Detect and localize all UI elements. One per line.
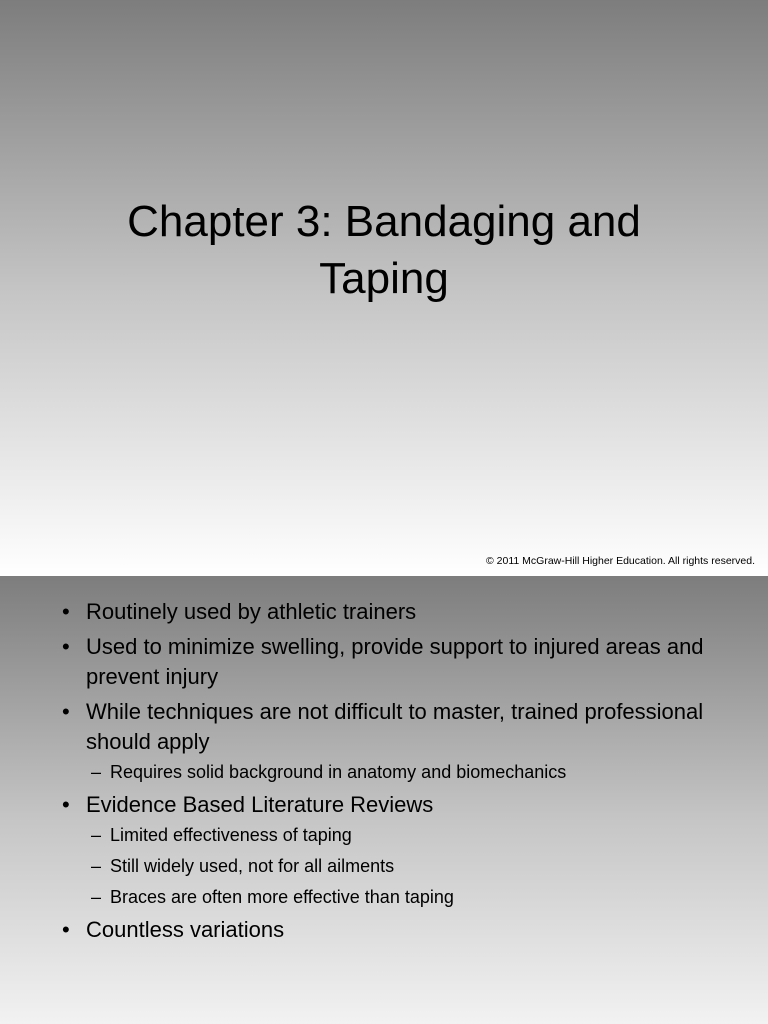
- bullet-text: Evidence Based Literature Reviews: [86, 792, 434, 817]
- bullet-text: Used to minimize swelling, provide support to injured areas and prevent injury: [86, 634, 704, 689]
- bullet-item: [0, 697, 768, 785]
- sub-bullet-text: Limited effectiveness of taping: [110, 825, 352, 845]
- bullet-item: [0, 632, 768, 692]
- sub-bullet-list: [86, 759, 738, 785]
- sub-bullet-marker: –: [91, 887, 102, 907]
- content-slide: [0, 576, 768, 1024]
- bullet-text: Countless variations: [86, 917, 285, 942]
- sub-bullet-marker: –: [91, 825, 102, 845]
- sub-bullet-item: [86, 759, 738, 785]
- bullet-text: While techniques are not difficult to master, trained professional should apply: [86, 699, 704, 754]
- bullet-marker: •: [62, 699, 70, 724]
- sub-bullet-item: [86, 822, 738, 848]
- sub-bullet-item: [86, 853, 738, 879]
- bullet-item: [0, 790, 768, 910]
- bullet-marker: •: [62, 792, 70, 817]
- bullet-text: Routinely used by athletic trainers: [86, 599, 417, 624]
- sub-bullet-text: Braces are often more effective than taping: [110, 887, 454, 907]
- slide-title: [40, 193, 728, 307]
- sub-bullet-list: [86, 822, 738, 910]
- bullet-list: [0, 597, 768, 950]
- sub-bullet-item: [86, 884, 738, 910]
- slide-title-line-1: Chapter 3: Bandaging and: [127, 197, 641, 246]
- slide-title-line-2: Taping: [319, 254, 449, 303]
- sub-bullet-marker: –: [91, 856, 102, 876]
- sub-bullet-text: Still widely used, not for all ailments: [110, 856, 395, 876]
- sub-bullet-marker: –: [91, 762, 102, 782]
- bullet-marker: •: [62, 634, 70, 659]
- bullet-marker: •: [62, 599, 70, 624]
- copyright-notice: © 2011 McGraw-Hill Higher Education. All rights reserved.: [486, 555, 755, 567]
- bullet-item: [0, 597, 768, 627]
- sub-bullet-text: Requires solid background in anatomy and biomechanics: [110, 762, 567, 782]
- bullet-item: [0, 915, 768, 945]
- bullet-marker: •: [62, 917, 70, 942]
